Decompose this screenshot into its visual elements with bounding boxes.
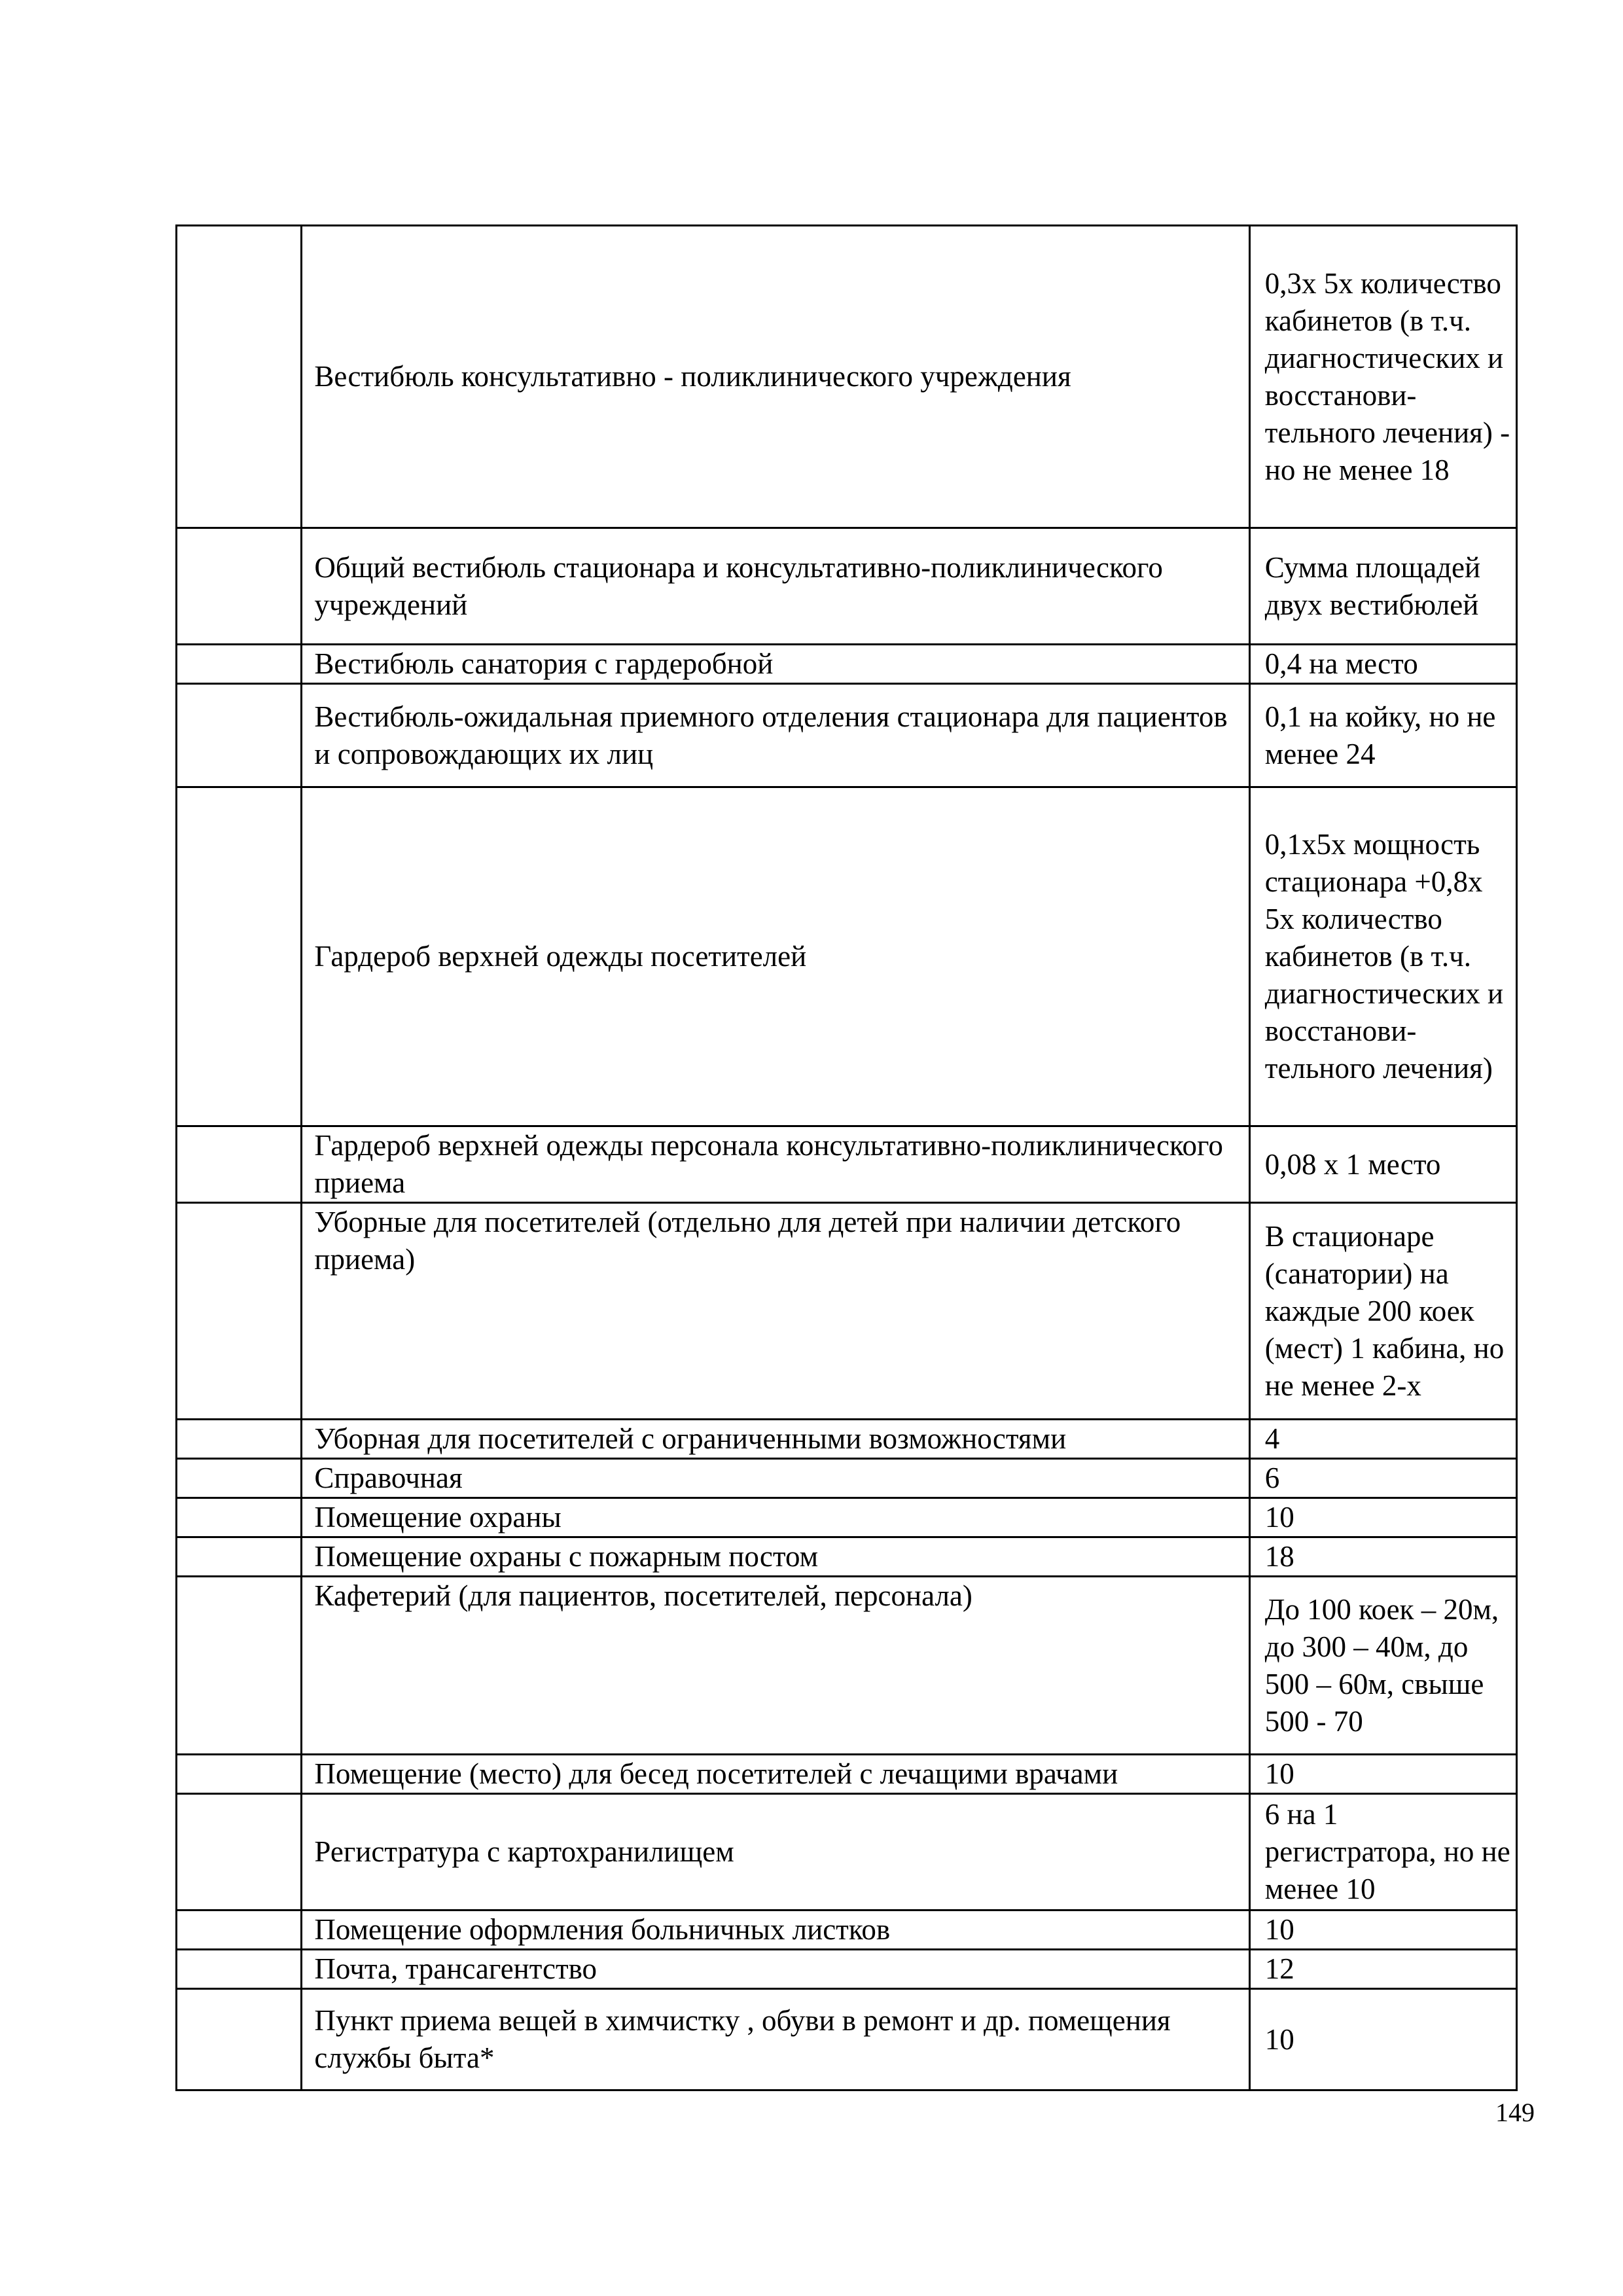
area-norm-cell: До 100 коек – 20м, до 300 – 40м, до 500 – 60м, свыше 500 - 70 (1249, 1577, 1516, 1755)
area-norm-cell: 10 (1249, 1989, 1516, 2090)
area-norm-cell: 0,08 х 1 место (1249, 1126, 1516, 1203)
area-norm-cell: 6 на 1 регистратора, но не менее 10 (1249, 1794, 1516, 1910)
table-row (177, 1126, 1517, 1203)
row-number-cell (177, 1989, 302, 2090)
premises-name-cell: Вестибюль-ожидальная приемного отделения стационара для пациентов и сопровождающих их лиц (302, 684, 1249, 787)
premises-name-cell: Помещение охраны с пожарным постом (302, 1537, 1249, 1577)
premises-name-cell: Вестибюль санатория с гардеробной (302, 645, 1249, 684)
table-row (177, 1577, 1517, 1755)
table-row (177, 1794, 1517, 1910)
row-number-cell (177, 684, 302, 787)
area-norm-cell: 0,3х 5х количество кабинетов (в т.ч. диагностических и восстанови-тельного лечения) - но не менее 18 (1249, 226, 1516, 528)
row-number-cell (177, 1537, 302, 1577)
table-row (177, 1950, 1517, 1989)
premises-name-cell: Помещение охраны (302, 1498, 1249, 1537)
row-number-cell (177, 1459, 302, 1498)
table-row (177, 645, 1517, 684)
premises-name-cell: Гардероб верхней одежды посетителей (302, 787, 1249, 1126)
premises-name-cell: Почта, трансагентство (302, 1950, 1249, 1989)
area-norm-cell: 10 (1249, 1755, 1516, 1794)
table-row (177, 1537, 1517, 1577)
premises-name-cell: Помещение (место) для бесед посетителей с лечащими врачами (302, 1755, 1249, 1794)
area-norm-cell: 10 (1249, 1498, 1516, 1537)
premises-area-table (175, 224, 1518, 2091)
row-number-cell (177, 1126, 302, 1203)
row-number-cell (177, 1755, 302, 1794)
table-row (177, 1420, 1517, 1459)
table-row (177, 528, 1517, 645)
table-row (177, 1498, 1517, 1537)
area-norm-cell: 10 (1249, 1910, 1516, 1950)
area-norm-cell: 6 (1249, 1459, 1516, 1498)
area-norm-cell: 18 (1249, 1537, 1516, 1577)
row-number-cell (177, 645, 302, 684)
row-number-cell (177, 787, 302, 1126)
table-row (177, 684, 1517, 787)
row-number-cell (177, 1577, 302, 1755)
row-number-cell (177, 1794, 302, 1910)
area-norm-cell: 0,1х5х мощность стационара +0,8х 5х количество кабинетов (в т.ч. диагностических и восстанови-тельного лечения) (1249, 787, 1516, 1126)
premises-name-cell: Вестибюль консультативно - поликлинического учреждения (302, 226, 1249, 528)
table-row (177, 1989, 1517, 2090)
page-number: 149 (1495, 2098, 1535, 2127)
row-number-cell (177, 528, 302, 645)
area-norm-cell: 12 (1249, 1950, 1516, 1989)
premises-name-cell: Гардероб верхней одежды персонала консультативно-поликлинического приема (302, 1126, 1249, 1203)
row-number-cell (177, 226, 302, 528)
table-row (177, 226, 1517, 528)
premises-name-cell: Общий вестибюль стационара и консультативно-поликлинического учреждений (302, 528, 1249, 645)
table-row (177, 1203, 1517, 1420)
table-row (177, 1910, 1517, 1950)
table-row (177, 787, 1517, 1126)
area-norm-cell: 0,4 на место (1249, 645, 1516, 684)
area-norm-cell: В стационаре (санатории) на каждые 200 коек (мест) 1 кабина, но не менее 2-х (1249, 1203, 1516, 1420)
premises-name-cell: Помещение оформления больничных листков (302, 1910, 1249, 1950)
row-number-cell (177, 1498, 302, 1537)
row-number-cell (177, 1950, 302, 1989)
area-norm-cell: 4 (1249, 1420, 1516, 1459)
area-norm-cell: Сумма площадей двух вестибюлей (1249, 528, 1516, 645)
table-row (177, 1755, 1517, 1794)
premises-name-cell: Уборные для посетителей (отдельно для детей при наличии детского приема) (302, 1203, 1249, 1420)
premises-name-cell: Кафетерий (для пациентов, посетителей, персонала) (302, 1577, 1249, 1755)
table-row (177, 1459, 1517, 1498)
premises-name-cell: Пункт приема вещей в химчистку , обуви в ремонт и др. помещения службы быта* (302, 1989, 1249, 2090)
row-number-cell (177, 1910, 302, 1950)
premises-name-cell: Уборная для посетителей с ограниченными возможностями (302, 1420, 1249, 1459)
area-norm-cell: 0,1 на койку, но не менее 24 (1249, 684, 1516, 787)
premises-name-cell: Справочная (302, 1459, 1249, 1498)
premises-name-cell: Регистратура с картохранилищем (302, 1794, 1249, 1910)
row-number-cell (177, 1420, 302, 1459)
row-number-cell (177, 1203, 302, 1420)
